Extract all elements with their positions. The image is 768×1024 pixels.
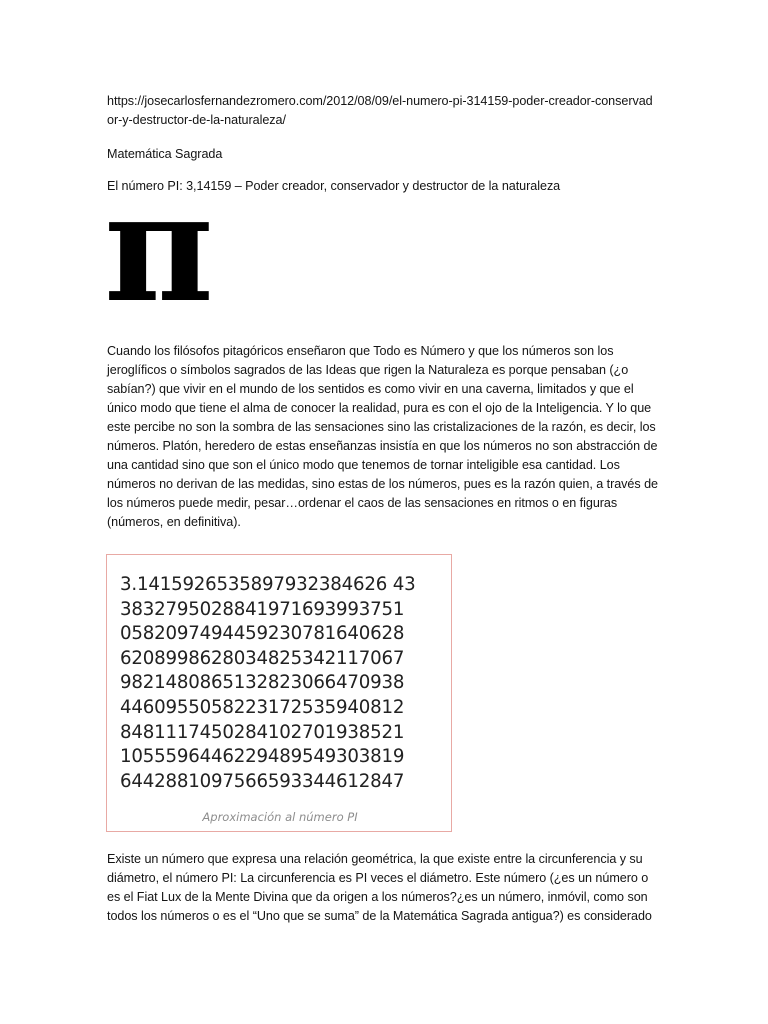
figure-caption: Aproximación al número PI [202,810,358,824]
pi-digits-figure [106,554,452,832]
pi-glyph: π [104,178,214,328]
digit-line: 9821480865132823066470938 [120,672,405,694]
digit-line: 4460955058223172535940812 [120,696,405,718]
digit-line: 3832795028841971693993751 [120,598,405,620]
paragraph-pi-definition: Existe un número que expresa una relación geométrica, la que existe entre la circunferencia y su diámetro, el número PI: La circunferencia es PI veces el diámetro. Este número (¿es un número o es el Fiat Lux de la Mente Divina que da origen a los números?¿es un número, inmóvil, como son todos los números o es el “Uno que se suma” de la Matemática Sagrada antigua?) es considerado [107,852,652,923]
digit-line: 6442881097566593344612847 [120,770,405,792]
pi-symbol-image [104,178,224,328]
digit-line: 8481117450284102701938521 [120,721,405,743]
pi-digits-block [120,573,415,794]
source-url: https://josecarlosfernandezromero.com/2012/08/09/el-numero-pi-314159-poder-creador-conservador-y-destructor-de-la-naturaleza/ [107,94,653,127]
digit-line: 1055596446229489549303819 [120,746,405,768]
digit-line: 3.1415926535897932384626 43 [120,574,416,595]
paragraph-pythagoreans: Cuando los filósofos pitagóricos enseñaron que Todo es Número y que los números son los jeroglíficos o símbolos sagrados de las Ideas que rigen la Naturaleza es porque pensaban (¿o sabían?) que vivir en el mundo de los sentidos es como vivir en una caverna, limitados y que el único modo que tiene el alma de conocer la realidad, pura es con el ojo de la Inteligencia. Y lo que este percibe no son la sombra de las sensaciones sino las cristalizaciones de la razón, es decir, los números. Platón, heredero de estas enseñanzas insistía en que los números no son abstracción de una cantidad sino que son el único modo que tenemos de tornar inteligible esa cantidad. Los números no derivan de las medidas, sino estas de los números, pues es la razón quien, a través de los números puede medir, pesar…ordenar el caos de las sensaciones en ritmos o en figuras (números, en definitiva). [107,344,658,529]
digit-line: 0582097494459230781640628 [120,623,405,645]
section-label: Matemática Sagrada [107,147,223,161]
article-title: El número PI: 3,14159 – Poder creador, conservador y destructor de la naturaleza [107,179,561,193]
digit-line: 6208998628034825342117067 [120,647,405,669]
